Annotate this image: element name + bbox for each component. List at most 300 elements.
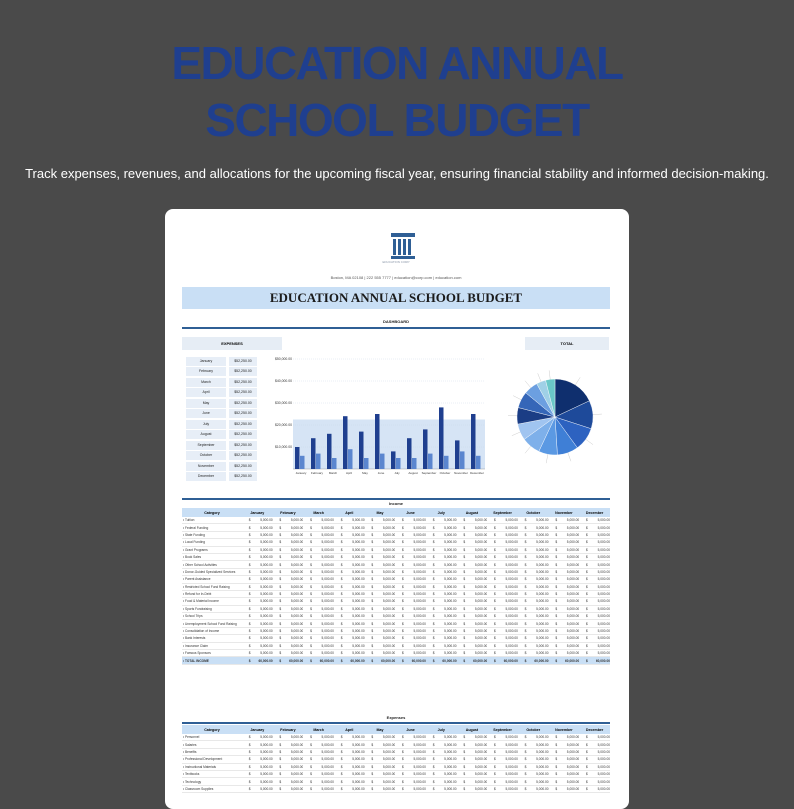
value-cell: 5,000.00 — [319, 583, 334, 590]
currency-cell: $ — [334, 590, 349, 597]
value-cell: 5,000.00 — [411, 627, 426, 634]
month-value: $52,250.00 — [229, 357, 257, 366]
value-cell: 5,000.00 — [533, 524, 548, 531]
currency-cell: $ — [242, 568, 257, 575]
expense-table — [182, 725, 610, 793]
value-cell: 5,000.00 — [472, 590, 487, 597]
value-cell: 5,000.00 — [411, 546, 426, 553]
month-expense-row — [186, 388, 270, 399]
value-cell: 5,000.00 — [595, 785, 610, 792]
value-cell: 5,000.00 — [564, 748, 579, 755]
value-cell: 60,000.00 — [472, 657, 487, 664]
currency-cell: $ — [457, 748, 472, 755]
bar — [407, 438, 412, 469]
value-cell: 5,000.00 — [257, 620, 272, 627]
value-cell: 5,000.00 — [503, 627, 518, 634]
value-cell: 5,000.00 — [472, 778, 487, 785]
currency-cell: $ — [487, 613, 502, 620]
currency-cell: $ — [395, 605, 410, 612]
currency-cell: $ — [365, 778, 380, 785]
value-cell: 5,000.00 — [411, 620, 426, 627]
currency-cell: $ — [487, 748, 502, 755]
currency-cell: $ — [549, 778, 564, 785]
currency-cell: $ — [579, 657, 594, 664]
value-cell: 5,000.00 — [411, 539, 426, 546]
currency-cell: $ — [273, 613, 288, 620]
currency-cell: $ — [334, 583, 349, 590]
value-cell: 5,000.00 — [503, 517, 518, 524]
value-cell: 5,000.00 — [288, 568, 303, 575]
x-tick-label: July — [394, 471, 400, 475]
currency-cell: $ — [395, 763, 410, 770]
value-cell: 5,000.00 — [411, 785, 426, 792]
currency-cell: $ — [365, 561, 380, 568]
currency-cell: $ — [457, 583, 472, 590]
row-category: • Professional Development — [182, 756, 242, 763]
currency-cell: $ — [273, 657, 288, 664]
value-cell: 5,000.00 — [288, 531, 303, 538]
value-cell: 5,000.00 — [472, 613, 487, 620]
value-cell: 5,000.00 — [349, 598, 364, 605]
currency-cell: $ — [518, 561, 533, 568]
currency-cell: $ — [395, 539, 410, 546]
value-cell: 60,000.00 — [257, 657, 272, 664]
value-cell: 5,000.00 — [319, 620, 334, 627]
currency-cell: $ — [549, 598, 564, 605]
value-cell: 5,000.00 — [503, 734, 518, 741]
currency-cell: $ — [518, 748, 533, 755]
x-tick-label: January — [296, 471, 307, 475]
currency-cell: $ — [518, 613, 533, 620]
value-cell: 5,000.00 — [319, 553, 334, 560]
currency-cell: $ — [426, 531, 441, 538]
currency-cell: $ — [549, 785, 564, 792]
value-cell: 5,000.00 — [533, 627, 548, 634]
currency-cell: $ — [518, 531, 533, 538]
value-cell: 5,000.00 — [319, 770, 334, 777]
value-cell: 5,000.00 — [441, 605, 456, 612]
row-category: • Unemployment School Fund Raising — [182, 620, 242, 627]
value-cell: 5,000.00 — [257, 605, 272, 612]
value-cell: 5,000.00 — [349, 524, 364, 531]
currency-cell: $ — [365, 576, 380, 583]
value-cell: 5,000.00 — [288, 642, 303, 649]
value-cell: 5,000.00 — [288, 763, 303, 770]
value-cell: 5,000.00 — [595, 763, 610, 770]
table-row — [182, 553, 610, 560]
currency-cell: $ — [457, 763, 472, 770]
currency-cell: $ — [426, 741, 441, 748]
currency-cell: $ — [334, 734, 349, 741]
value-cell: 5,000.00 — [472, 756, 487, 763]
value-cell: 5,000.00 — [595, 568, 610, 575]
value-cell: 5,000.00 — [319, 627, 334, 634]
currency-cell: $ — [334, 778, 349, 785]
currency-cell: $ — [365, 605, 380, 612]
currency-cell: $ — [518, 517, 533, 524]
bar — [391, 451, 396, 469]
value-cell: 5,000.00 — [564, 734, 579, 741]
value-cell: 5,000.00 — [595, 748, 610, 755]
value-cell: 5,000.00 — [288, 785, 303, 792]
currency-cell: $ — [579, 561, 594, 568]
value-cell: 5,000.00 — [441, 517, 456, 524]
value-cell: 5,000.00 — [441, 620, 456, 627]
table-row — [182, 546, 610, 553]
currency-cell: $ — [395, 531, 410, 538]
row-category: • Refund for In-Debt — [182, 590, 242, 597]
x-tick-label: May — [362, 471, 368, 475]
hero-title-line1: EDUCATION ANNUAL — [0, 38, 794, 88]
value-cell: 5,000.00 — [441, 763, 456, 770]
currency-cell: $ — [242, 635, 257, 642]
month-column-header: March — [303, 725, 334, 734]
currency-cell: $ — [334, 517, 349, 524]
currency-cell: $ — [365, 517, 380, 524]
value-cell: 5,000.00 — [288, 524, 303, 531]
currency-cell: $ — [426, 756, 441, 763]
currency-cell: $ — [579, 734, 594, 741]
value-cell: 5,000.00 — [257, 598, 272, 605]
hero-subtitle: Track expenses, revenues, and allocations for the upcoming fiscal year, ensuring financial stability and informed decision-making. — [0, 166, 794, 181]
value-cell: 5,000.00 — [533, 546, 548, 553]
value-cell: 5,000.00 — [503, 763, 518, 770]
value-cell: 5,000.00 — [349, 568, 364, 575]
value-cell: 5,000.00 — [441, 539, 456, 546]
currency-cell: $ — [549, 650, 564, 657]
expenses-header: EXPENSES — [182, 337, 282, 350]
value-cell: 5,000.00 — [380, 531, 395, 538]
value-cell: 5,000.00 — [411, 763, 426, 770]
bar — [327, 434, 332, 469]
currency-cell: $ — [303, 650, 318, 657]
currency-cell: $ — [487, 778, 502, 785]
currency-cell: $ — [365, 756, 380, 763]
currency-cell: $ — [365, 635, 380, 642]
value-cell: 5,000.00 — [472, 605, 487, 612]
value-cell: 5,000.00 — [411, 583, 426, 590]
value-cell: 5,000.00 — [533, 539, 548, 546]
total-header: TOTAL — [525, 337, 609, 350]
value-cell: 5,000.00 — [503, 741, 518, 748]
currency-cell: $ — [487, 734, 502, 741]
row-category: • Personnel — [182, 734, 242, 741]
value-cell: 5,000.00 — [257, 627, 272, 634]
pie-leader-line — [575, 377, 580, 385]
value-cell: 5,000.00 — [349, 539, 364, 546]
table-row — [182, 627, 610, 634]
value-cell: 5,000.00 — [349, 734, 364, 741]
currency-cell: $ — [273, 546, 288, 553]
value-cell: 5,000.00 — [441, 635, 456, 642]
currency-cell: $ — [395, 590, 410, 597]
month-name: January — [186, 357, 226, 366]
x-tick-label: September — [422, 471, 437, 475]
currency-cell: $ — [549, 561, 564, 568]
month-column-header: March — [303, 508, 334, 517]
value-cell: 5,000.00 — [319, 590, 334, 597]
currency-cell: $ — [334, 635, 349, 642]
value-cell: 5,000.00 — [319, 605, 334, 612]
currency-cell: $ — [426, 770, 441, 777]
currency-cell: $ — [303, 770, 318, 777]
currency-cell: $ — [242, 763, 257, 770]
currency-cell: $ — [518, 756, 533, 763]
value-cell: 5,000.00 — [288, 620, 303, 627]
currency-cell: $ — [426, 763, 441, 770]
value-cell: 5,000.00 — [441, 524, 456, 531]
value-cell: 5,000.00 — [257, 561, 272, 568]
currency-cell: $ — [457, 778, 472, 785]
value-cell: 5,000.00 — [472, 741, 487, 748]
currency-cell: $ — [457, 531, 472, 538]
value-cell: 5,000.00 — [441, 576, 456, 583]
month-column-header: May — [365, 725, 396, 734]
value-cell: 5,000.00 — [533, 635, 548, 642]
y-tick-label: $10,000.00 — [275, 445, 292, 449]
currency-cell: $ — [457, 756, 472, 763]
value-cell: 5,000.00 — [257, 770, 272, 777]
table-row — [182, 539, 610, 546]
value-cell: 5,000.00 — [533, 620, 548, 627]
bar — [359, 432, 364, 469]
expenses-table-wrap — [182, 725, 610, 793]
currency-cell: $ — [487, 620, 502, 627]
value-cell: 5,000.00 — [533, 583, 548, 590]
value-cell: 5,000.00 — [349, 627, 364, 634]
currency-cell: $ — [426, 785, 441, 792]
value-cell: 5,000.00 — [349, 770, 364, 777]
x-tick-label: December — [470, 471, 484, 475]
row-category: • Federal Funding — [182, 524, 242, 531]
currency-cell: $ — [303, 524, 318, 531]
value-cell: 5,000.00 — [472, 748, 487, 755]
table-row — [182, 650, 610, 657]
value-cell: 5,000.00 — [411, 748, 426, 755]
currency-cell: $ — [487, 568, 502, 575]
currency-cell: $ — [426, 734, 441, 741]
y-tick-label: $50,000.00 — [275, 357, 292, 361]
income-section-label: Income — [173, 501, 619, 506]
currency-cell: $ — [303, 613, 318, 620]
currency-cell: $ — [549, 748, 564, 755]
value-cell: 5,000.00 — [288, 613, 303, 620]
row-category: • Tuition — [182, 517, 242, 524]
table-row — [182, 598, 610, 605]
currency-cell: $ — [426, 546, 441, 553]
row-category: • Textbooks — [182, 770, 242, 777]
value-cell: 5,000.00 — [472, 598, 487, 605]
currency-cell: $ — [242, 553, 257, 560]
currency-cell: $ — [518, 553, 533, 560]
currency-cell: $ — [549, 756, 564, 763]
currency-cell: $ — [549, 613, 564, 620]
currency-cell: $ — [549, 642, 564, 649]
value-cell: 5,000.00 — [564, 620, 579, 627]
value-cell: 5,000.00 — [472, 620, 487, 627]
value-cell: 5,000.00 — [503, 748, 518, 755]
value-cell: 60,000.00 — [441, 657, 456, 664]
value-cell: 5,000.00 — [595, 561, 610, 568]
currency-cell: $ — [395, 635, 410, 642]
row-category: • Instructional Materials — [182, 763, 242, 770]
currency-cell: $ — [395, 561, 410, 568]
month-value: $52,250.00 — [229, 378, 257, 387]
value-cell: 60,000.00 — [288, 657, 303, 664]
currency-cell: $ — [242, 517, 257, 524]
bar — [375, 414, 380, 469]
currency-cell: $ — [395, 576, 410, 583]
value-cell: 5,000.00 — [503, 546, 518, 553]
currency-cell: $ — [303, 620, 318, 627]
currency-cell: $ — [487, 524, 502, 531]
value-cell: 5,000.00 — [288, 627, 303, 634]
value-cell: 5,000.00 — [349, 590, 364, 597]
row-category: • Sports Fundraising — [182, 605, 242, 612]
month-value: $52,250.00 — [229, 420, 257, 429]
currency-cell: $ — [579, 620, 594, 627]
value-cell: 5,000.00 — [257, 583, 272, 590]
table-row — [182, 568, 610, 575]
currency-cell: $ — [579, 583, 594, 590]
currency-cell: $ — [303, 657, 318, 664]
currency-cell: $ — [395, 642, 410, 649]
currency-cell: $ — [457, 576, 472, 583]
bar — [364, 458, 369, 469]
value-cell: 5,000.00 — [257, 734, 272, 741]
value-cell: 5,000.00 — [411, 553, 426, 560]
value-cell: 5,000.00 — [472, 635, 487, 642]
value-cell: 60,000.00 — [533, 657, 548, 664]
value-cell: 5,000.00 — [533, 598, 548, 605]
value-cell: 5,000.00 — [349, 605, 364, 612]
value-cell: 5,000.00 — [441, 531, 456, 538]
value-cell: 5,000.00 — [595, 576, 610, 583]
value-cell: 5,000.00 — [319, 524, 334, 531]
month-value: $52,250.00 — [229, 367, 257, 376]
currency-cell: $ — [457, 650, 472, 657]
currency-cell: $ — [242, 778, 257, 785]
currency-cell: $ — [579, 546, 594, 553]
value-cell: 5,000.00 — [503, 642, 518, 649]
value-cell: 5,000.00 — [564, 531, 579, 538]
month-expense-row — [186, 472, 270, 483]
value-cell: 5,000.00 — [257, 539, 272, 546]
y-tick-label: $20,000.00 — [275, 423, 292, 427]
y-tick-label: $40,000.00 — [275, 379, 292, 383]
currency-cell: $ — [273, 561, 288, 568]
currency-cell: $ — [579, 531, 594, 538]
currency-cell: $ — [487, 531, 502, 538]
month-expense-row — [186, 419, 270, 430]
value-cell: 5,000.00 — [564, 605, 579, 612]
currency-cell: $ — [273, 627, 288, 634]
currency-cell: $ — [426, 561, 441, 568]
dashboard-label: DASHBOARD — [173, 319, 619, 324]
currency-cell: $ — [518, 627, 533, 634]
value-cell: 5,000.00 — [411, 605, 426, 612]
currency-cell: $ — [365, 657, 380, 664]
row-category: • Local Funding — [182, 539, 242, 546]
month-expense-row — [186, 367, 270, 378]
currency-cell: $ — [518, 620, 533, 627]
value-cell: 5,000.00 — [533, 605, 548, 612]
currency-cell: $ — [518, 546, 533, 553]
currency-cell: $ — [334, 598, 349, 605]
currency-cell: $ — [487, 539, 502, 546]
currency-cell: $ — [579, 785, 594, 792]
currency-cell: $ — [365, 741, 380, 748]
currency-cell: $ — [395, 517, 410, 524]
value-cell: 5,000.00 — [503, 605, 518, 612]
currency-cell: $ — [242, 546, 257, 553]
value-cell: 5,000.00 — [503, 785, 518, 792]
currency-cell: $ — [395, 734, 410, 741]
currency-cell: $ — [518, 598, 533, 605]
value-cell: 60,000.00 — [319, 657, 334, 664]
value-cell: 5,000.00 — [380, 770, 395, 777]
value-cell: 5,000.00 — [564, 741, 579, 748]
value-cell: 60,000.00 — [564, 657, 579, 664]
currency-cell: $ — [303, 598, 318, 605]
month-column-header: January — [242, 725, 273, 734]
pie-leader-line — [525, 381, 531, 388]
value-cell: 5,000.00 — [441, 546, 456, 553]
income-table-wrap — [182, 508, 610, 665]
currency-cell: $ — [549, 605, 564, 612]
currency-cell: $ — [303, 561, 318, 568]
bar — [311, 438, 316, 469]
currency-cell: $ — [518, 650, 533, 657]
value-cell: 5,000.00 — [595, 734, 610, 741]
table-row — [182, 748, 610, 755]
value-cell: 5,000.00 — [595, 583, 610, 590]
value-cell: 5,000.00 — [380, 539, 395, 546]
value-cell: 5,000.00 — [472, 763, 487, 770]
currency-cell: $ — [518, 770, 533, 777]
value-cell: 5,000.00 — [533, 650, 548, 657]
currency-cell: $ — [457, 734, 472, 741]
currency-cell: $ — [303, 741, 318, 748]
currency-cell: $ — [518, 657, 533, 664]
currency-cell: $ — [395, 741, 410, 748]
value-cell: 5,000.00 — [533, 613, 548, 620]
currency-cell: $ — [242, 734, 257, 741]
currency-cell: $ — [273, 785, 288, 792]
table-row — [182, 756, 610, 763]
pie-leader-line — [525, 446, 531, 453]
currency-cell: $ — [303, 778, 318, 785]
table-row — [182, 734, 610, 741]
currency-cell: $ — [487, 546, 502, 553]
value-cell: 60,000.00 — [503, 657, 518, 664]
row-category: • Parent Assistance — [182, 576, 242, 583]
currency-cell: $ — [457, 657, 472, 664]
value-cell: 5,000.00 — [472, 531, 487, 538]
currency-cell: $ — [242, 770, 257, 777]
currency-cell: $ — [426, 598, 441, 605]
currency-cell: $ — [334, 531, 349, 538]
value-cell: 5,000.00 — [441, 756, 456, 763]
value-cell: 5,000.00 — [533, 778, 548, 785]
currency-cell: $ — [426, 524, 441, 531]
currency-cell: $ — [395, 785, 410, 792]
currency-cell: $ — [334, 785, 349, 792]
value-cell: 5,000.00 — [349, 561, 364, 568]
value-cell: 5,000.00 — [380, 627, 395, 634]
value-cell: 5,000.00 — [595, 553, 610, 560]
currency-cell: $ — [549, 590, 564, 597]
